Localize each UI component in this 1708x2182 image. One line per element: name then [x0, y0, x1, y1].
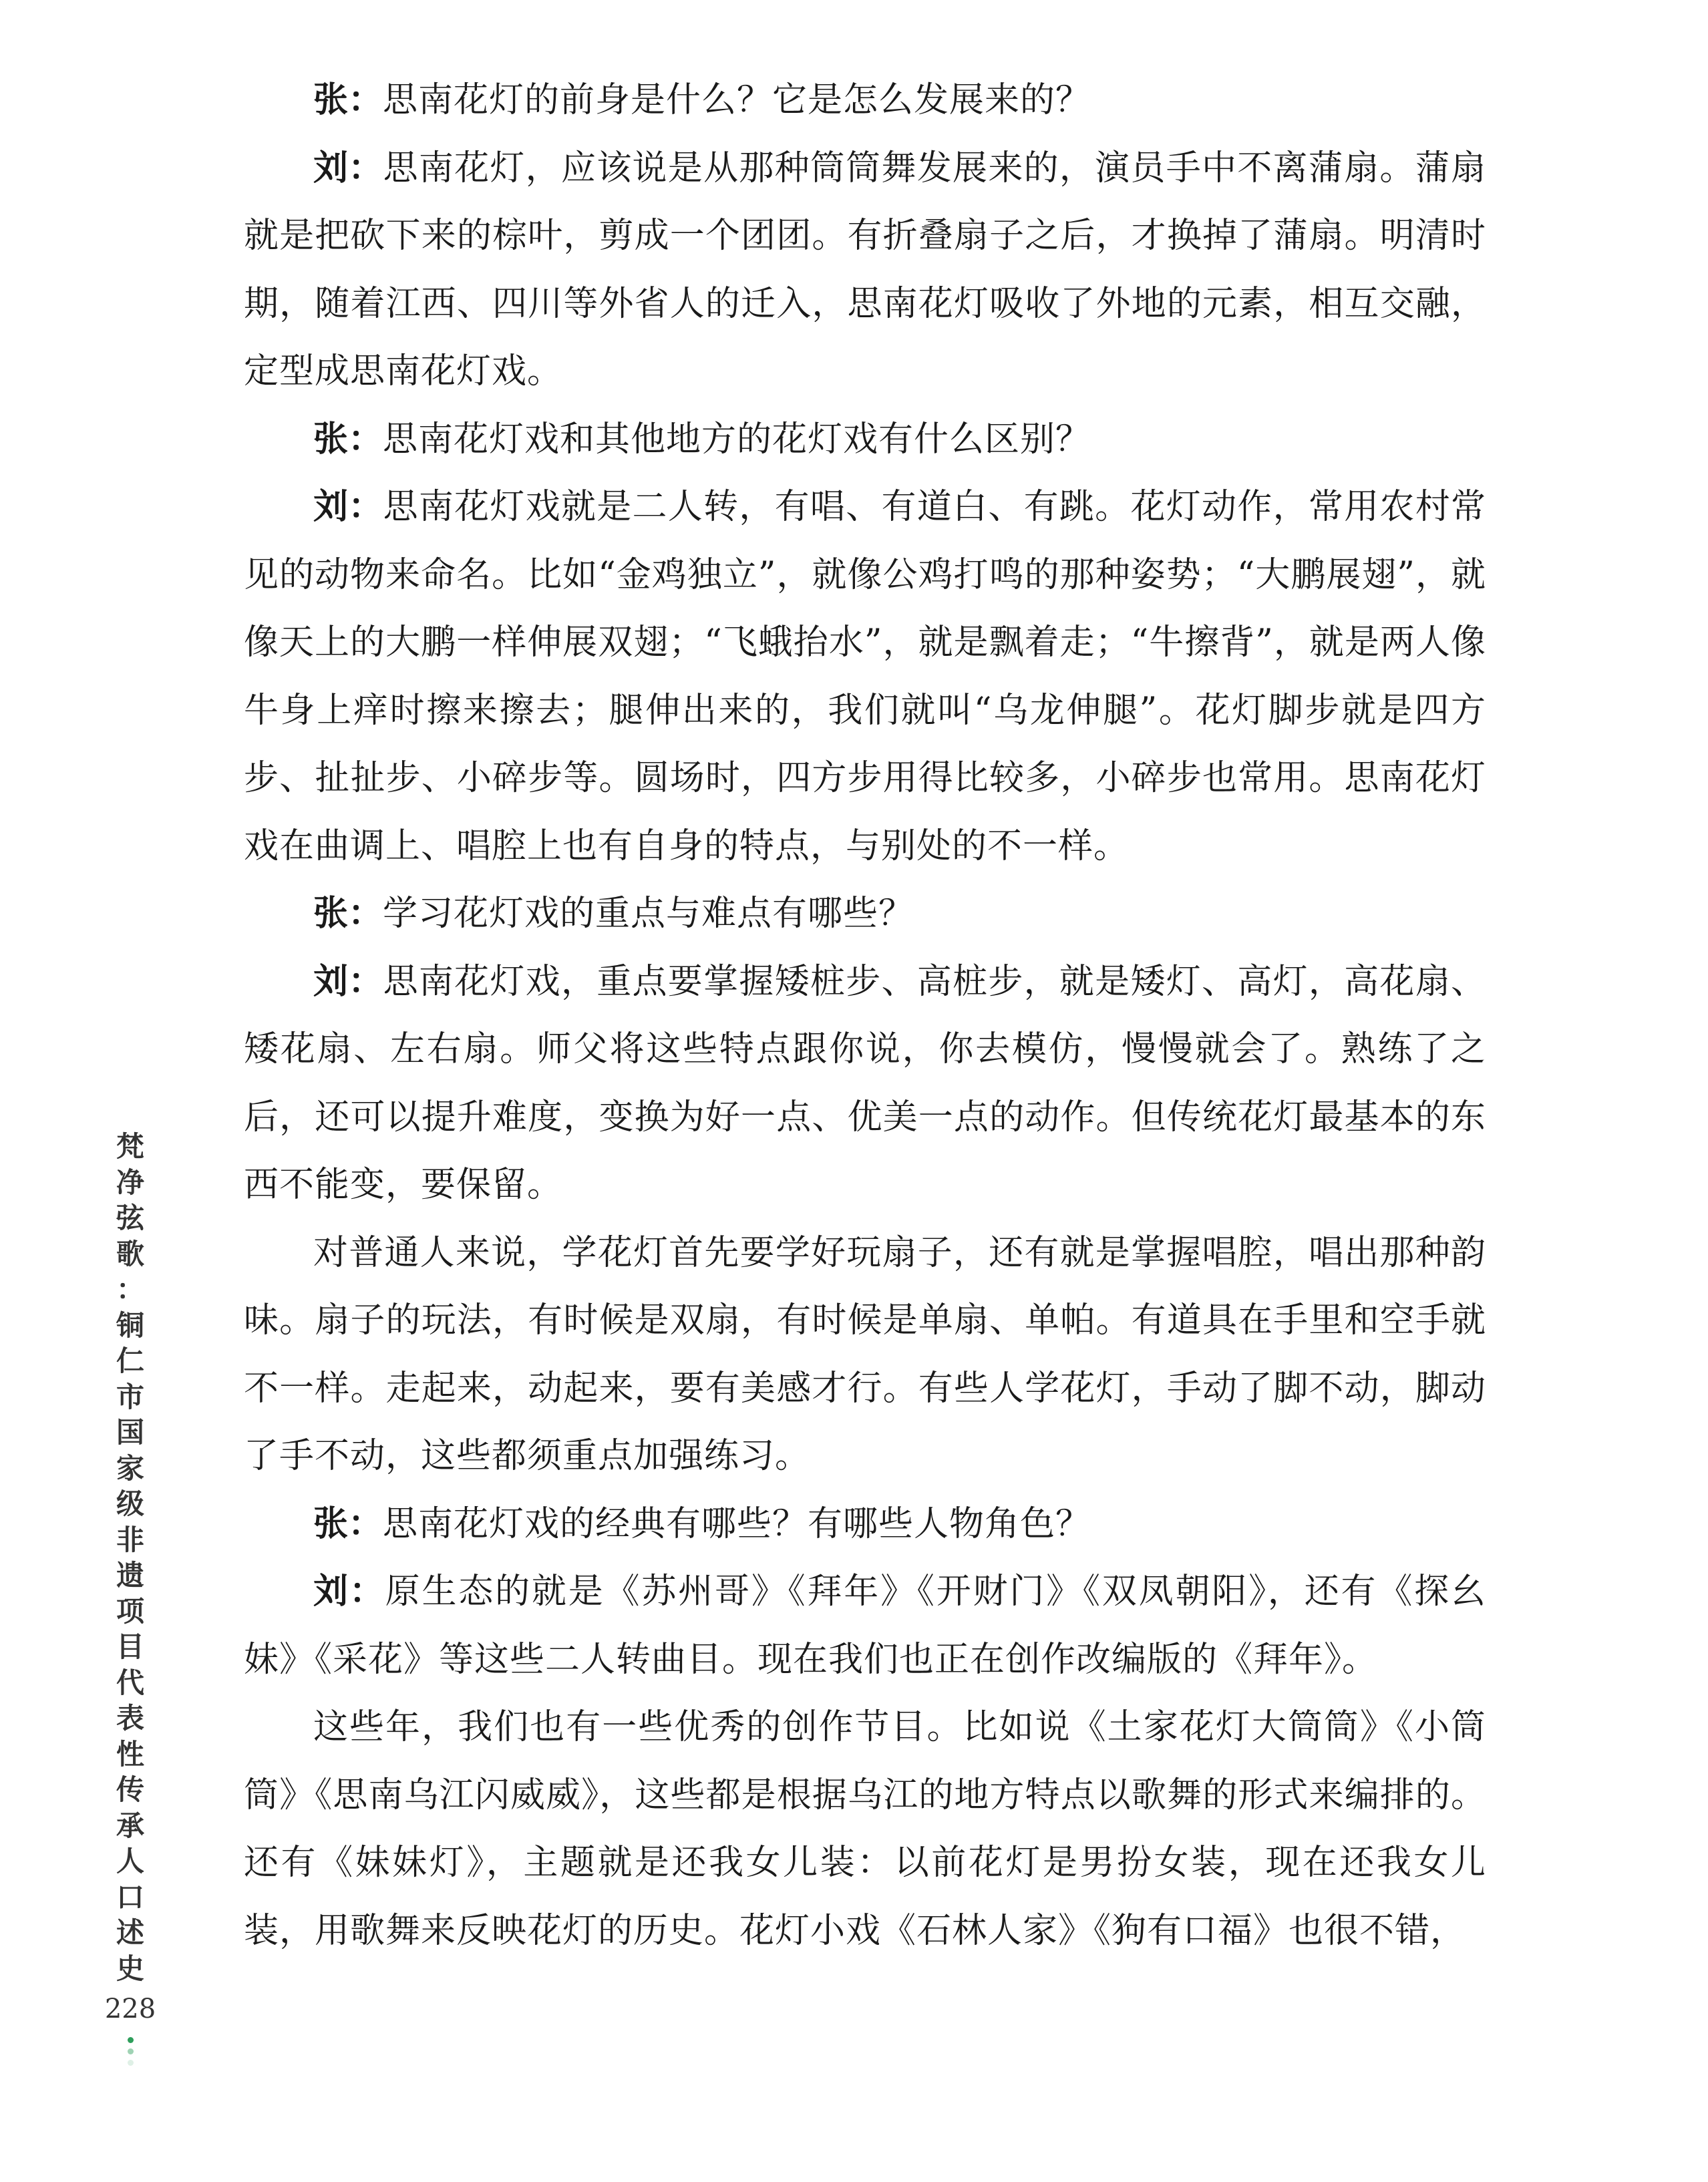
decorative-dot	[128, 2037, 134, 2043]
book-title-char: 史	[116, 1952, 144, 1985]
page-number-dots	[126, 2037, 134, 2071]
book-title-char: 述	[116, 1916, 144, 1949]
paragraph	[244, 1491, 1486, 1559]
speaker-label: 刘：	[313, 487, 383, 527]
paragraph-text: 思南花灯戏的经典有哪些？有哪些人物角色？	[383, 1503, 1091, 1544]
speaker-label: 刘：	[313, 1572, 385, 1612]
book-title-char: 净	[116, 1165, 144, 1199]
book-title-char: 仁	[116, 1344, 144, 1377]
paragraph	[244, 880, 1486, 948]
book-title-char: 性	[116, 1737, 144, 1771]
book-title-char: 项	[116, 1594, 144, 1628]
decorative-dot	[128, 2048, 134, 2054]
book-title-char: 国	[116, 1416, 144, 1449]
paragraph-text: 这些年，我们也有一些优秀的创作节目。比如说《土家花灯大筒筒》《小筒筒》《思南乌江闪威威》，这些都是根据乌江的地方特点以歌舞的形式来编排的。还有《妹妹灯》，主题就是还我女儿装：以前花灯是男扮女装，现在还我女儿装，用歌舞来反映花灯的历史。花灯小戏《石林人家》《狗有口福》也很不错，	[244, 1707, 1486, 1951]
speaker-label: 张：	[313, 419, 383, 460]
paragraph-text: 思南花灯戏，重点要掌握矮桩步、高桩步，就是矮灯、高灯，高花扇、矮花扇、左右扇。师父将这些特点跟你说，你去模仿，慢慢就会了。熟练了之后，还可以提升难度，变换为好一点、优美一点的动作。但传统花灯最基本的东西不能变，要保留。	[244, 961, 1486, 1205]
paragraph-text: 思南花灯的前身是什么？它是怎么发展来的？	[383, 80, 1091, 120]
paragraph-text: 思南花灯戏就是二人转，有唱、有道白、有跳。花灯动作，常用农村常见的动物来命名。比如“金鸡独立”，就像公鸡打鸣的那种姿势；“大鹏展翅”，就像天上的大鹏一样伸展双翅；“飞蛾抬水”，就是飘着走；“牛擦背”，就是两人像牛身上痒时擦来擦去；腿伸出来的，我们就叫“乌龙伸腿”。花灯脚步就是四方步、扯扯步、小碎步等。圆场时，四方步用得比较多，小碎步也常用。思南花灯戏在曲调上、唱腔上也有自身的特点，与别处的不一样。	[244, 487, 1486, 866]
speaker-label: 张：	[313, 1503, 383, 1544]
paragraph-text: 思南花灯，应该说是从那种筒筒舞发展来的，演员手中不离蒲扇。蒲扇就是把砍下来的棕叶，剪成一个团团。有折叠扇子之后，才换掉了蒲扇。明清时期，随着江西、四川等外省人的迁入，思南花灯吸收了外地的元素，相互交融，定型成思南花灯戏。	[244, 148, 1486, 391]
book-title-char: 级	[116, 1487, 144, 1520]
speaker-label: 刘：	[313, 148, 383, 188]
decorative-dot	[128, 2060, 134, 2066]
book-title-char: 市	[116, 1380, 144, 1413]
book-title-char: 歌	[116, 1237, 144, 1270]
book-title-char: 传	[116, 1773, 144, 1806]
paragraph-text: 对普通人来说，学花灯首先要学好玩扇子，还有就是掌握唱腔，唱出那种韵味。扇子的玩法，有时候是双扇，有时候是单扇、单帕。有道具在手里和空手就不一样。走起来，动起来，要有美感才行。有些人学花灯，手动了脚不动，脚动了手不动，这些都须重点加强练习。	[244, 1232, 1486, 1476]
book-title-char: 铜	[116, 1308, 144, 1342]
page-body-text	[244, 67, 1486, 1965]
paragraph	[244, 67, 1486, 135]
paragraph	[244, 1694, 1486, 1965]
page-number: 228	[104, 1994, 156, 2024]
book-title-char: 表	[116, 1702, 144, 1735]
book-title-char: 目	[116, 1630, 144, 1663]
paragraph	[244, 474, 1486, 880]
paragraph	[244, 948, 1486, 1220]
paragraph-text: 原生态的就是《苏州哥》《拜年》《开财门》《双凤朝阳》，还有《探幺妹》《采花》等这些二人转曲目。现在我们也正在创作改编版的《拜年》。	[244, 1572, 1486, 1680]
book-title-vertical	[107, 1129, 154, 1986]
paragraph	[244, 406, 1486, 474]
book-title-char: 家	[116, 1451, 144, 1485]
speaker-label: 张：	[313, 80, 383, 120]
book-title-char: 承	[116, 1809, 144, 1842]
book-title-char: 代	[116, 1666, 144, 1699]
book-title-char: 人	[116, 1845, 144, 1877]
paragraph	[244, 1558, 1486, 1694]
paragraph-text: 学习花灯戏的重点与难点有哪些？	[383, 894, 914, 934]
book-title-char: 遗	[116, 1559, 144, 1592]
book-title-char: ：	[116, 1273, 144, 1306]
paragraph-text: 思南花灯戏和其他地方的花灯戏有什么区别？	[383, 419, 1091, 460]
paragraph	[244, 1220, 1486, 1491]
book-title-char: 弦	[116, 1202, 144, 1234]
paragraph	[244, 135, 1486, 406]
book-title-char: 梵	[116, 1130, 144, 1163]
book-title-char: 口	[116, 1880, 144, 1914]
book-title-char: 非	[116, 1523, 144, 1556]
speaker-label: 张：	[313, 894, 383, 934]
speaker-label: 刘：	[313, 961, 383, 1002]
